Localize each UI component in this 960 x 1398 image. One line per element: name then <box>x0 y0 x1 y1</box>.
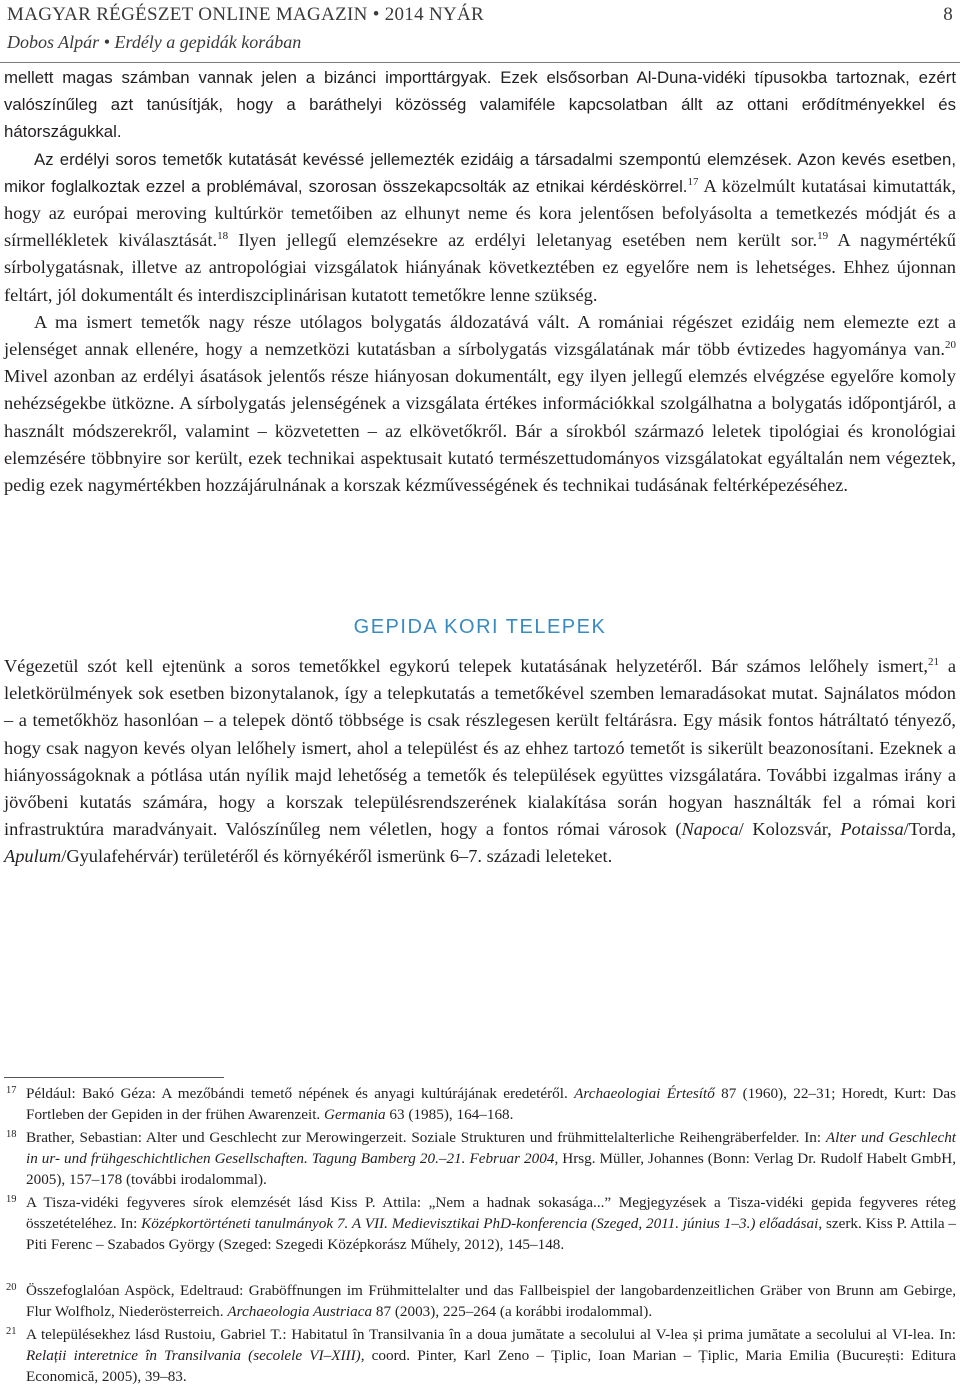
paragraph <box>4 146 956 309</box>
footnote-text: Összefoglalóan Aspöck, Edeltraud: Graböffnungen im Frühmittelalter und das Fallbeispiel der langobardenzeitlichen Gräber von Brunn am Gebirge, Flur Wolfholz, Niederösterreich. Archaeologia Austriaca 87 (2003), 225–264 (a korábbi irodalommal). <box>26 1282 956 1320</box>
paragraph-text: /Gyulafehérvár) területéről és környékéről ismerünk 6–7. századi leleteket. <box>61 846 613 867</box>
paragraph-text: / Kolozsvár, <box>738 819 841 840</box>
footnote-18 <box>4 1128 956 1190</box>
city-name: Apulum <box>4 846 62 867</box>
paragraph-text: Végezetül szót kell ejtenünk a soros temetőkkel egykorú telepek kutatásának helyzetéről. Bár számos lelőhely ismert, <box>4 656 929 676</box>
paragraph-text: Az erdélyi soros temetők kutatását kevéssé jellemezték ezidáig a társadalmi szempontú elemzések. Azon kevés esetben, mikor foglalkoztak ezzel a problémával, szorosan összekapcsolták az etnikai kérdéskörrel. <box>4 149 956 196</box>
paragraph-text: mellett magas számban vannak jelen a bizánci importtárgyak. Ezek elsősorban Al-Duna-vidéki típusokba tartoznak, ezért valószínűleg azt tanúsítják, hogy a baráthelyi közösség valamiféle kapcsolatban állt az ottani erődítményekkel és hátországukkal. <box>4 68 956 142</box>
section-heading: GEPIDA KORI TELEPEK <box>353 616 607 638</box>
footnote-17 <box>4 1084 956 1126</box>
paragraph-text: A közelmúlt kutatásai kimutatták, hogy az európai meroving kultúrkör temetőiben az elhunyt neme és kora jelentősen befolyásolta a temetkezés módját és a sírmellékletek kiválasztását. <box>4 175 956 251</box>
footnote-number: 20 <box>6 1282 17 1293</box>
footnote-text: A Tisza-vidéki fegyveres sírok elemzését lásd Kiss P. Attila: „Nem a hadnak sokasága...” Megjegyzések a Tisza-vidéki gepida fegyveres réteg összetételéhez. In: Középkortörténeti tanulmányok 7. A VII. Medievisztikai PhD-konferencia (Szeged, 2011. június 1–3.) előadásai, szerk. Kiss P. Attila – Piti Ferenc – Szabados György (Szeged: Szegedi Középkorász Műhely, 2012), 145–148. <box>26 1194 956 1253</box>
magazine-title: MAGYAR RÉGÉSZET ONLINE MAGAZIN • 2014 NYÁR <box>7 4 484 25</box>
footnote-text: Brather, Sebastian: Alter und Geschlecht zur Merowingerzeit. Soziale Strukturen und frühmittelalterliche Reihengräberfelder. In: Alter und Geschlecht in ur- und frühgeschichtlichen Gesellschaften. Tagung Bamberg 20.–21. Februar 2004, Hrsg. Müller, Johannes (Bonn: Verlag Dr. Rudolf Habelt GmbH, 2005), 157–178 (további irodalommal). <box>26 1129 957 1188</box>
paragraph-text: A ma ismert temetők nagy része utólagos bolygatás áldozatává vált. A romániai régészet ezidáig nem elemezte ezt a jelenséget annak ellenére, hogy a nemzetközi kutatásban a sírbolygatás vizsgálatának már több évtizedes hagyománya van. <box>4 311 956 360</box>
footnote-number: 19 <box>6 1194 17 1205</box>
footnote-text: Például: Bakó Géza: A mezőbándi temető népének és anyagi kultúrájának eredetéről. Archaeologiai Értesítő 87 (1960), 22–31; Horedt, Kurt: Das Fortleben der Gepiden in der frühen Awarenzeit. Germania 63 (1985), 164–168. <box>26 1085 956 1123</box>
paragraph-text: Ilyen jellegű elemzésekre az erdélyi leletanyag esetében nem került sor. <box>228 230 818 251</box>
article-byline: Dobos Alpár • Erdély a gepidák korában <box>7 32 302 52</box>
footnote-ref-21[interactable]: 21 <box>928 656 940 668</box>
page-number: 8 <box>943 4 953 25</box>
paragraph-text: a leletkörülmények sok esetben bizonytalanok, így a telepkutatás a temetőkével szemben lemaradásokat mutat. Sajnálatos módon – a temetőkhöz hasonlóan – a telepek döntő többsége is csak részlegesen került feltárásra. Egy másik fontos hátráltató tényező, hogy csak nagyon kevés olyan lelőhely ismert, ahol a települést és az ehhez tartozó temetőt is sikerült beazonosítani. Ezeknek a hiányosságoknak a pótlása után nyílik majd lehetőség a temetők és települések együttes vizsgálatára. További izgalmas irány a jövőbeni kutatás számára, hogy a korszak településrendszerének kialakítása során hogyan használták fel a római kori infrastruktúra maradványait. Valószínűleg nem véletlen, hogy a fontos római városok ( <box>4 656 957 840</box>
paragraph-text: A nagymértékű sírbolygatásnak, illetve az antropológiai vizsgálatok hiányának következtében ez egyelőre nem is lehetséges. Ehhez újonnan feltárt, jól dokumentált és interdiszciplinárisan kutatott temetőkre lenne szükség. <box>4 230 956 305</box>
city-name: Napoca <box>681 819 739 840</box>
paragraph <box>4 309 956 499</box>
footnote-ref-17[interactable]: 17 <box>687 175 699 188</box>
city-name: Potaissa <box>840 819 904 840</box>
paragraph <box>4 653 956 871</box>
paragraph-text: Mivel azonban az erdélyi ásatások jelentős része hiányosan dokumentált, egy ilyen jellegű elemzés elvégzése egyelőre komoly nehézségekbe ütközne. A sírbolygatás jelenségének a vizsgálata értékes információkkal szolgálhatna a bolygatás időpontjáról, a használt módszerekről, valamint – közvetetten – az elkövetőkről. Bár a sírokból származó leletek tipológiai és kronológiai elemzésére többnyire sor került, ezek technikai aspektusait kutató természettudományos vizsgálatokat egyáltalán nem végeztek, pedig ezek nagymértékben hozzájárulnának a korszak kézművességének és technikai tudásának feltérképezéséhez. <box>4 366 956 496</box>
footnote-20 <box>4 1281 956 1323</box>
header-rule <box>0 62 960 63</box>
footnote-text: A településekhez lásd Rustoiu, Gabriel T.: Habitatul în Transilvania în a doua jumătate a secolului al V-lea și prima jumătate a secolului al VI-lea. In: Relații interetnice în Transilvania (secolele VI–XIII), coord. Pinter, Karl Zeno – Țiplic, Ioan Marian – Țiplic, Maria Emilia (București: Editura Economică, 2005), 39–83. <box>26 1326 956 1385</box>
footnote-number: 18 <box>6 1129 17 1140</box>
section-body-1 <box>4 64 956 499</box>
paragraph-text: /Torda, <box>903 819 957 840</box>
paragraph <box>4 64 956 146</box>
footnote-21 <box>4 1325 956 1387</box>
footnote-separator <box>4 1077 224 1078</box>
footnote-number: 17 <box>6 1085 17 1096</box>
footnote-19 <box>4 1193 956 1255</box>
footnote-ref-18[interactable]: 18 <box>217 230 229 243</box>
footnote-ref-20[interactable]: 20 <box>945 339 956 352</box>
section-body-2 <box>4 653 956 871</box>
footnote-ref-19[interactable]: 19 <box>817 230 829 243</box>
running-header <box>7 4 953 26</box>
footnote-number: 21 <box>6 1326 17 1337</box>
